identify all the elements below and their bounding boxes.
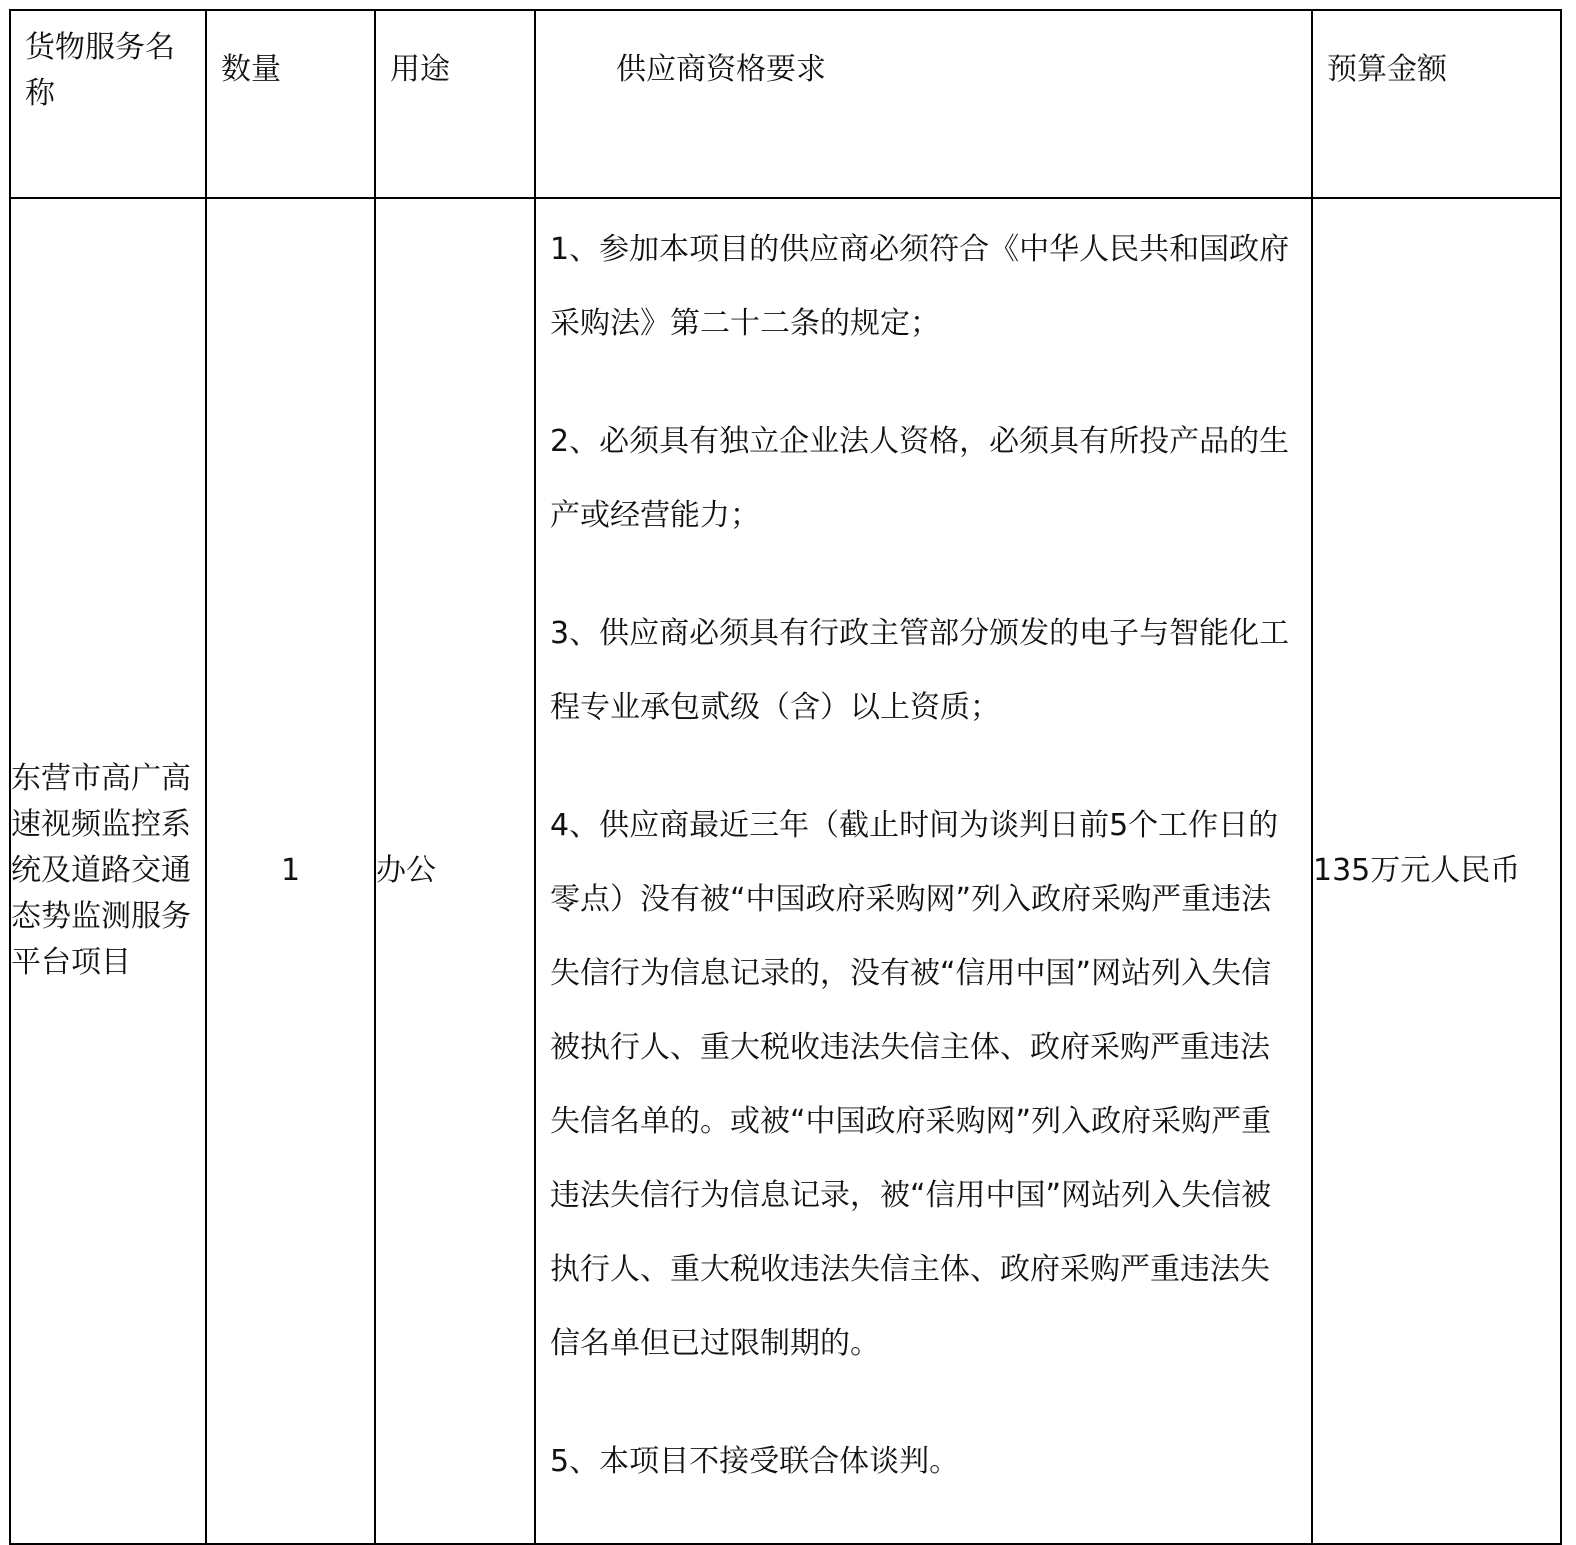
requirement-item-5: 5、本项目不接受联合体谈判。 — [550, 1444, 960, 1479]
table-header-row — [10, 10, 1561, 198]
procurement-table — [9, 9, 1562, 1545]
cell-quantity: 1 — [206, 198, 375, 1544]
requirement-item-2: 2、必须具有独立企业法人资格，必须具有所投产品的生产或经营能力； — [550, 424, 1290, 533]
requirement-item-4: 4、供应商最近三年（截止时间为谈判日前5个工作日的零点）没有被“中国政府采购网”列入政府采购严重违法失信行为信息记录的，没有被“信用中国”网站列入失信被执行人、重大税收违法失信主体、政府采购严重违法失信名单的。或被“中国政府采购网”列入政府采购严重违法失信行为信息记录，被“信用中国”网站列入失信被执行人、重大税收违法失信主体、政府采购严重违法失信名单但已过限制期的。 — [550, 808, 1279, 1361]
requirement-item-1: 1、参加本项目的供应商必须符合《中华人民共和国政府采购法》第二十二条的规定； — [550, 232, 1290, 341]
cell-requirements — [535, 198, 1312, 1544]
header-requirements: 供应商资格要求 — [535, 10, 1312, 198]
table-row — [10, 198, 1561, 1544]
header-name: 货物服务名称 — [10, 10, 206, 198]
header-quantity: 数量 — [206, 10, 375, 198]
cell-project-name: 东营市高广高速视频监控系统及道路交通态势监测服务平台项目 — [10, 198, 206, 1544]
cell-usage: 办公 — [375, 198, 535, 1544]
header-usage: 用途 — [375, 10, 535, 198]
requirement-item-3: 3、供应商必须具有行政主管部分颁发的电子与智能化工程专业承包贰级（含）以上资质； — [550, 616, 1290, 725]
cell-budget: 135万元人民币 — [1312, 198, 1561, 1544]
header-budget: 预算金额 — [1312, 10, 1561, 198]
